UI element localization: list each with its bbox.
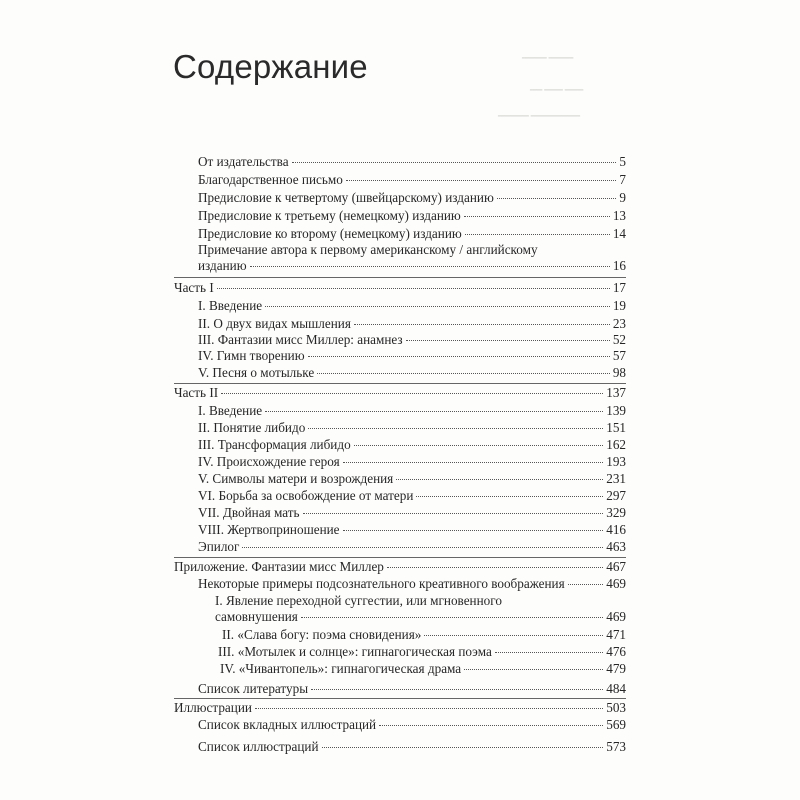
toc-entry-page: 231: [606, 471, 626, 486]
toc-entry[interactable]: [198, 171, 626, 189]
toc-entry-label: VII. Двойная мать: [198, 505, 300, 520]
toc-entry-page: 471: [606, 627, 626, 642]
toc-entry[interactable]: [198, 575, 626, 593]
toc-entry[interactable]: [198, 538, 626, 556]
dot-leader: [265, 306, 610, 307]
toc-entry-label: II. «Слава богу: поэма сновидения»: [222, 627, 422, 642]
toc-entry-page: 569: [606, 717, 626, 732]
dot-leader: [250, 266, 610, 267]
toc-entry-label: I. Введение: [198, 403, 263, 418]
dot-leader: [308, 356, 610, 357]
toc-entry-label: Список вкладных иллюстраций: [198, 717, 377, 732]
toc-entry[interactable]: [198, 436, 626, 454]
toc-entry[interactable]: [198, 470, 626, 488]
toc-entry-page: 151: [606, 420, 626, 435]
toc-entry[interactable]: [198, 153, 626, 171]
toc-entry[interactable]: [198, 680, 626, 698]
toc-entry-label: Приложение. Фантазии мисс Миллер: [174, 559, 384, 574]
dot-leader: [568, 584, 604, 585]
toc-entry-page: 297: [606, 488, 626, 503]
toc-entry-label: Некоторые примеры подсознательного креативного воображения: [198, 576, 565, 591]
dot-leader: [301, 617, 603, 618]
toc-entry-page: 23: [612, 316, 626, 331]
toc-entry[interactable]: [198, 207, 626, 225]
toc-entry-label: III. Фантазии мисс Миллер: анамнез: [198, 332, 403, 347]
toc-entry-label: От издательства: [198, 154, 289, 169]
toc-entry-label: VIII. Жертвоприношение: [198, 522, 340, 537]
toc-entry[interactable]: [198, 347, 626, 365]
dot-leader: [346, 180, 617, 181]
toc-entry-label: Эпилог: [198, 539, 240, 554]
dot-leader: [465, 234, 610, 235]
toc-entry-label: IV. Происхождение героя: [198, 454, 340, 469]
toc-entry-label: Список литературы: [198, 681, 309, 696]
toc-entry-label: I. Введение: [198, 298, 263, 313]
toc-entry-page: 139: [606, 403, 626, 418]
toc-entry-label: самовнушения: [215, 609, 298, 624]
toc-entry-page: 52: [612, 332, 626, 347]
toc-entry-page: 13: [612, 208, 626, 223]
toc-part-entry[interactable]: [174, 279, 626, 297]
toc-entry-page: 479: [606, 661, 626, 676]
page-title: Содержание: [173, 48, 368, 85]
dot-leader: [255, 708, 603, 709]
dot-leader: [343, 530, 604, 531]
toc-entry-label: Предисловие к четвертому (швейцарскому) изданию: [198, 190, 494, 205]
dot-leader: [317, 373, 610, 374]
toc-entry-page: 57: [612, 348, 626, 363]
toc-entry-label: IV. Гимн творению: [198, 348, 305, 363]
toc-entry[interactable]: [198, 297, 626, 315]
toc-entry-page: 7: [619, 172, 626, 187]
toc-entry[interactable]: [198, 364, 626, 382]
toc-entry[interactable]: [198, 453, 626, 471]
toc-entry[interactable]: [198, 487, 626, 505]
bleed-through-text: ▔▔ ▔▔▔ ▔▔▔: [530, 90, 584, 99]
toc-entry-page: 16: [612, 258, 626, 273]
toc-entry-label: IV. «Чивантопель»: гипнагогическая драма: [220, 661, 462, 676]
dot-leader: [221, 393, 603, 394]
toc-entry-page: 329: [606, 505, 626, 520]
toc-entry[interactable]: [215, 608, 626, 626]
dot-leader: [311, 689, 603, 690]
bleed-through-text: ▔▔▔▔▔ ▔▔▔▔▔▔▔▔: [498, 116, 580, 125]
dot-leader: [322, 747, 604, 748]
toc-entry-page: 484: [606, 681, 626, 696]
toc-entry-label: II. Понятие либидо: [198, 420, 306, 435]
dot-leader: [396, 479, 603, 480]
toc-entry-label-line1: Примечание автора к первому американскому / английскому: [198, 242, 538, 257]
toc-entry-label: VI. Борьба за освобождение от матери: [198, 488, 414, 503]
dot-leader: [354, 324, 610, 325]
toc-entry-page: 9: [619, 190, 626, 205]
toc-entry[interactable]: [218, 643, 626, 661]
toc-entry-page: 5: [619, 154, 626, 169]
toc-entry-label: Часть II: [174, 385, 219, 400]
dot-leader: [308, 428, 603, 429]
dot-leader: [303, 513, 604, 514]
toc-entry-label: II. О двух видах мышления: [198, 316, 351, 331]
toc-entry[interactable]: [198, 402, 626, 420]
toc-entry[interactable]: [198, 419, 626, 437]
toc-entry-label: изданию: [198, 258, 247, 273]
dot-leader: [406, 340, 610, 341]
dot-leader: [265, 411, 603, 412]
toc-entry-label: Список иллюстраций: [198, 739, 319, 754]
dot-leader: [354, 445, 604, 446]
toc-entry-label: Иллюстрации: [174, 700, 252, 715]
toc-entry-label: Часть I: [174, 280, 214, 295]
toc-entry-page: 467: [606, 559, 626, 574]
dot-leader: [464, 669, 603, 670]
toc-entry[interactable]: [220, 660, 626, 678]
toc-entry[interactable]: [198, 521, 626, 539]
toc-part-entry[interactable]: [174, 558, 626, 576]
dot-leader: [387, 567, 603, 568]
toc-entry-label: III. Трансформация либидо: [198, 437, 351, 452]
toc-entry-page: 469: [606, 609, 626, 624]
dot-leader: [495, 652, 603, 653]
toc-entry[interactable]: [198, 189, 626, 207]
toc-entry-page: 162: [606, 437, 626, 452]
dot-leader: [343, 462, 604, 463]
toc-entry-page: 14: [612, 226, 626, 241]
toc-entry-page: 416: [606, 522, 626, 537]
dot-leader: [464, 216, 610, 217]
toc-entry-page: 17: [612, 280, 626, 295]
toc-entry-page: 137: [606, 385, 626, 400]
dot-leader: [424, 635, 603, 636]
dot-leader: [497, 198, 617, 199]
toc-entry-page: 193: [606, 454, 626, 469]
toc-entry-page: 98: [612, 365, 626, 380]
dot-leader: [379, 725, 603, 726]
toc-entry-page: 503: [606, 700, 626, 715]
toc-entry[interactable]: [198, 504, 626, 522]
dot-leader: [292, 162, 617, 163]
section-divider: [174, 277, 626, 278]
dot-leader: [242, 547, 603, 548]
toc-entry[interactable]: [222, 626, 626, 644]
toc-entry-page: 463: [606, 539, 626, 554]
toc-entry-label: Предисловие к третьему (немецкому) изданию: [198, 208, 461, 223]
toc-part-entry[interactable]: [174, 699, 626, 717]
bleed-through-text: ▔▔▔▔ ▔▔▔▔: [522, 58, 574, 67]
toc-entry-label: V. Символы матери и возрождения: [198, 471, 394, 486]
toc-part-entry[interactable]: [174, 384, 626, 402]
dot-leader: [217, 288, 610, 289]
toc-entry-label: Благодарственное письмо: [198, 172, 343, 187]
toc-entry-label: III. «Мотылек и солнце»: гипнагогическая поэма: [218, 644, 492, 659]
toc-entry-label-line1: I. Явление переходной суггестии, или мгновенного: [215, 593, 502, 608]
toc-entry[interactable]: [198, 738, 626, 756]
toc-entry[interactable]: [198, 716, 626, 734]
toc-entry-page: 476: [606, 644, 626, 659]
toc-entry[interactable]: [198, 257, 626, 275]
toc-entry-page: 573: [606, 739, 626, 754]
toc-entry-label: Предисловие ко второму (немецкому) изданию: [198, 226, 462, 241]
toc-entry-page: 469: [606, 576, 626, 591]
toc-entry-label: V. Песня о мотыльке: [198, 365, 315, 380]
dot-leader: [416, 496, 603, 497]
toc-entry-page: 19: [612, 298, 626, 313]
